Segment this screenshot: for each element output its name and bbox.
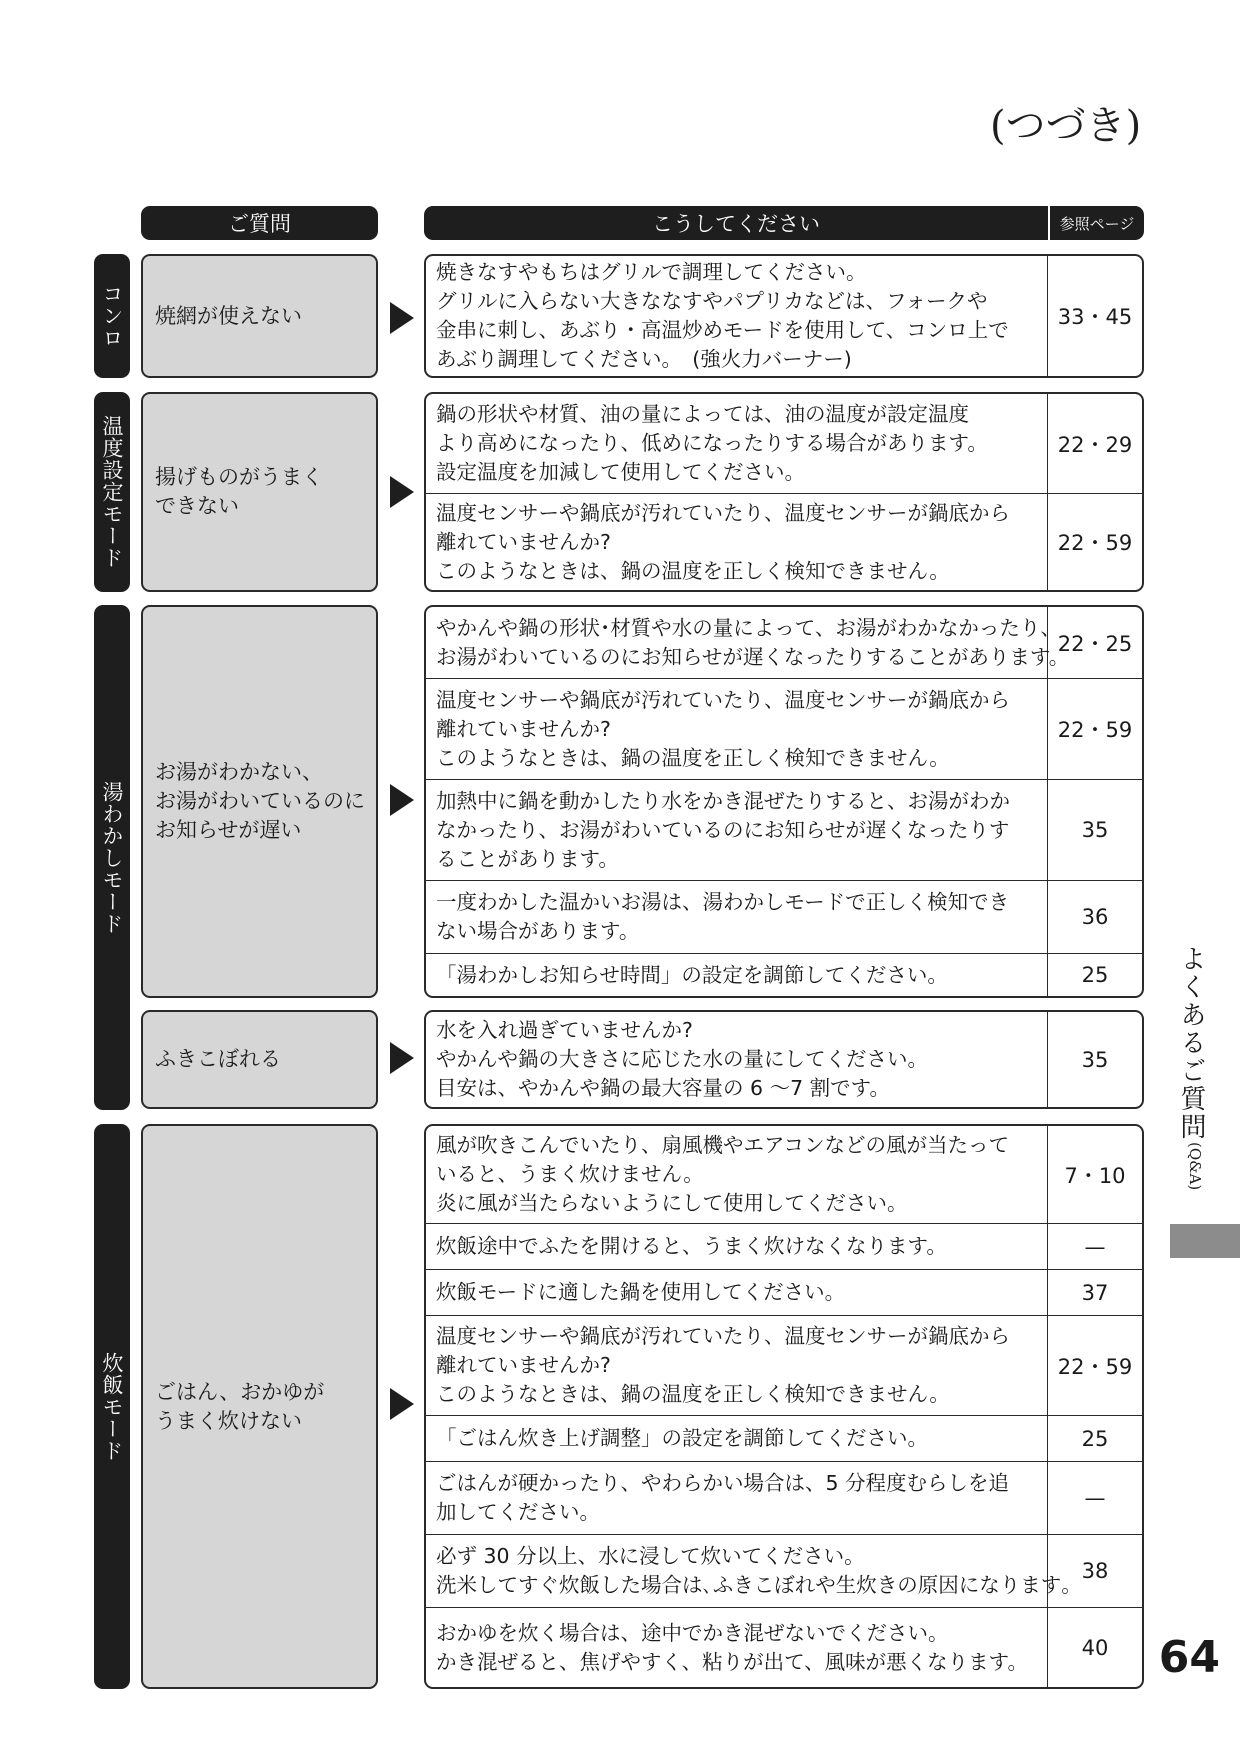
answer-row	[426, 1315, 1142, 1415]
ref-page: 35	[1081, 818, 1109, 842]
ref-page: 33・45	[1057, 305, 1133, 329]
header-ref-page: 参照ページ	[1050, 206, 1144, 240]
answer-row	[426, 1461, 1142, 1534]
ref-page: 22・59	[1057, 718, 1133, 742]
side-section-subtitle: (Q&A)	[1186, 1142, 1204, 1191]
answer-text: 「湯わかしお知らせ時間」の設定を調節してください。	[426, 954, 1048, 996]
header-answer: こうしてください	[424, 206, 1048, 240]
answer-box-temp-setting	[424, 392, 1144, 592]
ref-page: 25	[1081, 963, 1109, 987]
arrow-icon	[390, 476, 414, 508]
answer-row	[426, 953, 1142, 996]
answer-row	[426, 1269, 1142, 1315]
answer-text: 炊飯モードに適した鍋を使用してください。	[426, 1270, 1048, 1315]
ref-page: 25	[1081, 1426, 1109, 1451]
category-rice-mode: 炊飯モード	[94, 1124, 130, 1689]
answer-box-water-boil	[424, 605, 1144, 998]
answer-row	[426, 1126, 1142, 1223]
answer-text: やかんや鍋の形状･材質や水の量によって、お湯がわかなかったり、 お湯がわいているのにお知らせが遅くなったりすることがあります。	[426, 607, 1048, 678]
answer-text: 炊飯途中でふたを開けると、うまく炊けなくなります。	[426, 1224, 1048, 1269]
ref-page: —	[1084, 1486, 1106, 1510]
answer-text: 風が吹きこんでいたり、扇風機やエアコンなどの風が当たって いると、うまく炊けません。 炎に風が当たらないようにして使用してください。	[426, 1126, 1048, 1223]
question-grill-net: 焼網が使えない	[141, 254, 378, 378]
ref-page: 40	[1081, 1635, 1109, 1660]
answer-text: 温度センサーや鍋底が汚れていたり、温度センサーが鍋底から 離れていませんか? このようなときは、鍋の温度を正しく検知できません。	[426, 1316, 1048, 1415]
category-water-boil-mode: 湯わかしモード	[94, 605, 130, 1110]
answer-box-konro	[424, 254, 1144, 378]
ref-page: 22・29	[1057, 432, 1133, 457]
header-question: ご質問	[141, 206, 378, 240]
section-tab-marker	[1170, 1224, 1240, 1258]
answer-text: 加熱中に鍋を動かしたり水をかき混ぜたりすると、お湯がわか なかったり、お湯がわいているのにお知らせが遅くなったりす ることがあります。	[426, 780, 1048, 880]
answer-text: 温度センサーや鍋底が汚れていたり、温度センサーが鍋底から 離れていませんか? このようなときは、鍋の温度を正しく検知できません。	[426, 494, 1048, 590]
answer-text: おかゆを炊く場合は、途中でかき混ぜないでください。 かき混ぜると、焦げやすく、粘りが出て、風味が悪くなります。	[426, 1608, 1048, 1687]
ref-page: 36	[1081, 905, 1109, 929]
arrow-icon	[390, 784, 414, 816]
answer-text: 必ず 30 分以上、水に浸して炊いてください。 洗米してすぐ炊飯した場合は､ふきこぼれや生炊きの原因になります｡	[426, 1535, 1048, 1607]
answer-text: 温度センサーや鍋底が汚れていたり、温度センサーが鍋底から 離れていませんか? このようなときは、鍋の温度を正しく検知できません。	[426, 679, 1048, 779]
page-number: 64	[1158, 1632, 1220, 1683]
answer-text: 「ごはん炊き上げ調整」の設定を調節してください。	[426, 1416, 1048, 1461]
answer-text: 焼きなすやもちはグリルで調理してください。 グリルに入らない大きななすやパプリカなどは、フォークや 金串に刺し、あぶり・高温炒めモードを使用して、コンロ上で あぶり調理してください。 (強火力バーナー)	[426, 256, 1048, 376]
answer-box-rice	[424, 1124, 1144, 1689]
answer-row	[426, 1012, 1142, 1107]
answer-row	[426, 1415, 1142, 1461]
answer-row	[426, 1534, 1142, 1607]
ref-page: 38	[1081, 1559, 1109, 1583]
answer-text: 鍋の形状や材質、油の量によっては、油の温度が設定温度 より高めになったり、低めになったりする場合があります。 設定温度を加減して使用してください。	[426, 394, 1048, 493]
question-boil-notify: お湯がわかない、 お湯がわいているのに お知らせが遅い	[141, 605, 378, 998]
category-temp-setting-mode: 温度設定モード	[94, 392, 130, 592]
ref-page: 22・59	[1057, 531, 1133, 555]
answer-row	[426, 256, 1142, 376]
question-boil-over: ふきこぼれる	[141, 1010, 378, 1109]
answer-row	[426, 394, 1142, 493]
ref-page: —	[1084, 1234, 1106, 1259]
answer-text: 一度わかした温かいお湯は、湯わかしモードで正しく検知でき ない場合があります。	[426, 881, 1048, 953]
question-deep-fry: 揚げものがうまく できない	[141, 392, 378, 592]
answer-row	[426, 1223, 1142, 1269]
ref-page: 22・59	[1057, 1354, 1133, 1379]
continued-label: (つづき)	[990, 103, 1142, 149]
category-konro: コンロ	[94, 254, 130, 378]
answer-text: 水を入れ過ぎていませんか? やかんや鍋の大きさに応じた水の量にしてください。 目安は、やかんや鍋の最大容量の 6 ～7 割です。	[426, 1012, 1048, 1107]
answer-row	[426, 493, 1142, 590]
arrow-icon	[390, 1388, 414, 1420]
answer-text: ごはんが硬かったり、やわらかい場合は、5 分程度むらしを追 加してください。	[426, 1462, 1048, 1534]
side-section-title: よくあるご質問	[1176, 945, 1206, 1141]
answer-box-boil-over	[424, 1010, 1144, 1109]
arrow-icon	[390, 1042, 414, 1074]
answer-row	[426, 607, 1142, 678]
arrow-icon	[390, 302, 414, 334]
ref-page: 37	[1081, 1280, 1109, 1305]
answer-row	[426, 678, 1142, 779]
answer-row	[426, 779, 1142, 880]
question-rice: ごはん、おかゆが うまく炊けない	[141, 1124, 378, 1689]
ref-page: 35	[1081, 1047, 1109, 1072]
ref-page: 22・25	[1057, 631, 1133, 656]
answer-row	[426, 1607, 1142, 1687]
answer-row	[426, 880, 1142, 953]
ref-page: 7・10	[1064, 1163, 1126, 1188]
